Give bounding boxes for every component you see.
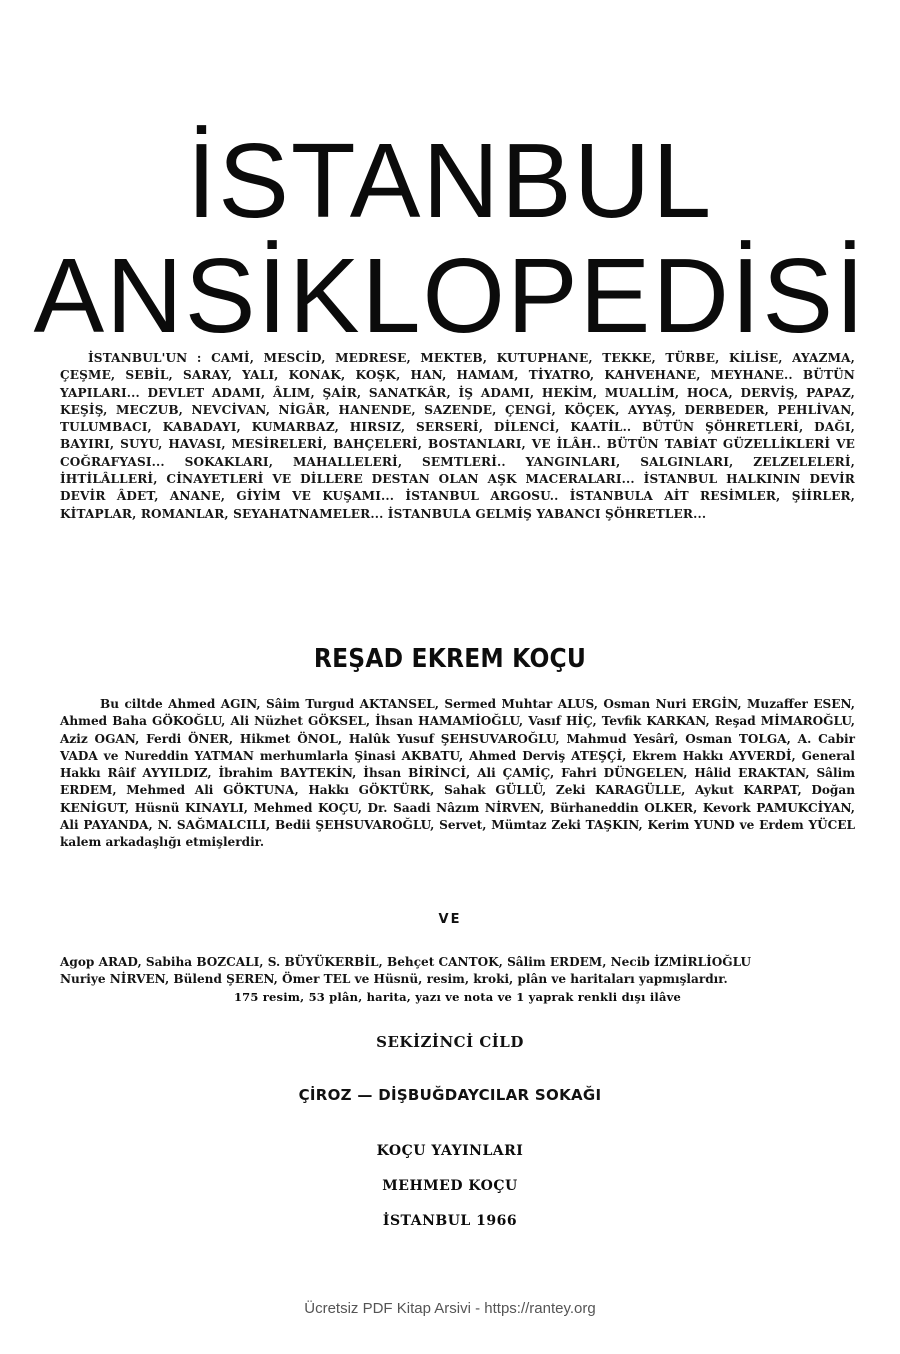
subjects-paragraph: İSTANBUL'UN : CAMİ, MESCİD, MEDRESE, MEKTEB, KUTUPHANE, TEKKE, TÜRBE, KİLİSE, AYAZMA, ÇEŞME, SEBİL, SARAY, YALI, KONAK, KOŞK, HAN, HAMAM, TİYATRO, KAHVEHANE, MEYHANE.. BÜTÜN YAPILARI... DEVLET ADAMI, ÂLIM, ŞAİR, SANATKÂR, İŞ ADAMI, HEKİM, MUALLİM, HOCA, DERVİŞ, PAPAZ, KEŞİŞ, MECZUB, NEVCİVAN, NİGÂR, HANENDE, SAZENDE, ÇENGİ, KÖÇEK, AYYAŞ, DERBEDER, PEHLİVAN, TULUMBACI, KABADAYI, KUMARBAZ, HIRSIZ, SERSERİ, DİLENCİ, KAATİL.. BÜTÜN ŞÖHRETLERİ, DAĞI, BAYIRI, SUYU, HAVASI, MESİRELERİ, BAHÇELERİ, BOSTANLARI, VE İLÂH.. BÜTÜN TABİAT GÜZELLİKLERİ VE COĞRAFYASI... SOKAKLARI, MAHALLELERİ, SEMTLERİ.. YANGINLARI, SALGINLARI, ZELZELELERİ, İHTİLÂLLERİ, CİNAYETLERİ VE DİLLERE DESTAN OLAN AŞK MACERALARI... İSTANBUL HALKININ DEVİR DEVİR ÂDET, ANANE, GİYİM VE KUŞAMI... İSTANBUL ARGOSU.. İSTANBULA AİT RESİMLER, ŞİİRLER, KİTAPLAR, ROMANLAR, SEYAHATNAMELER... İSTANBULA GELMİŞ YABANCI ŞÖHRETLER... <box>60 351 855 521</box>
author-name: REŞAD EKREM KOÇU <box>313 644 587 674</box>
illustration-stats: 175 resim, 53 plân, harita, yazı ve nota ve 1 yaprak renkli dışı ilâve <box>233 989 682 1004</box>
contributors-paragraph: Bu ciltde Ahmed AGIN, Sâim Turgud AKTANSEL, Sermed Muhtar ALUS, Osman Nuri ERGİN, Muzaffer ESEN, Ahmed Baha GÖKOĞLU, Ali Nüzhet GÖKSEL, İhsan HAMAMİOĞLU, Vasıf HİÇ, Tevfik KARKAN, Reşad MİMAROĞLU, Aziz OGAN, Ferdi ÖNER, Hikmet ÖNOL, Halûk Yusuf ŞEHSUVAROĞLU, Mahmud Yesârî, Osman TOLGA, A. Cabir VADA ve Nureddin YATMAN merhumlarla Şinasi AKBATU, Ahmed Derviş ATEŞÇİ, Ekrem Hakkı AYVERDİ, General Hakkı Râif AYYILDIZ, İbrahim BAYTEKİN, İhsan BİRİNCİ, Ali ÇAMİÇ, Fahri DÜNGELEN, Hâlid ERAKTAN, Sâlim ERDEM, Mehmed Ali GÖKTUNA, Hakkı GÖKTÜRK, Sahak GÜLLÜ, Zeki KARAGÜLLE, Aykut KARPAT, Doğan KENİGUT, Hüsnü KINAYLI, Mehmed KOÇU, Dr. Saadi Nâzım NİRVEN, Bürhaneddin OLKER, Kevork PAMUKCİYAN, Ali PAYANDA, N. SAĞMALCILI, Bedii ŞEHSUVAROĞLU, Servet, Mümtaz Zeki TAŞKIN, Kerim YUND ve Erdem YÜCEL kalem arkadaşlığı etmişlerdir. <box>60 697 855 850</box>
publisher-owner: MEHMED KOÇU <box>382 1178 518 1194</box>
publication-place-year: İSTANBUL 1966 <box>382 1213 518 1229</box>
illustrators-paragraph <box>60 954 855 1006</box>
ve-separator: VE <box>438 912 462 927</box>
publisher-name: KOÇU YAYINLARI <box>376 1143 524 1159</box>
volume-range: ÇİROZ — DİŞBUĞDAYCILAR SOKAĞI <box>298 1086 602 1104</box>
illustrators-line-2: Nuriye NİRVEN, Bülend ŞEREN, Ömer TEL ve Hüsnü, resim, kroki, plân ve haritaları yapmışlardır. <box>60 972 728 987</box>
volume-label: SEKİZİNCİ CİLD <box>376 1033 524 1051</box>
illustrators-line-1: Agop ARAD, Sabiha BOZCALI, S. BÜYÜKERBİL, Behçet CANTOK, Sâlim ERDEM, Necib İZMİRLİOĞLU <box>60 955 751 969</box>
title-line-1: İSTANBUL <box>186 122 714 240</box>
title-line-2: ANSİKLOPEDİSİ <box>33 237 867 355</box>
footer-link[interactable]: Ücretsiz PDF Kitap Arsivi - https://rantey.org <box>304 1300 596 1317</box>
